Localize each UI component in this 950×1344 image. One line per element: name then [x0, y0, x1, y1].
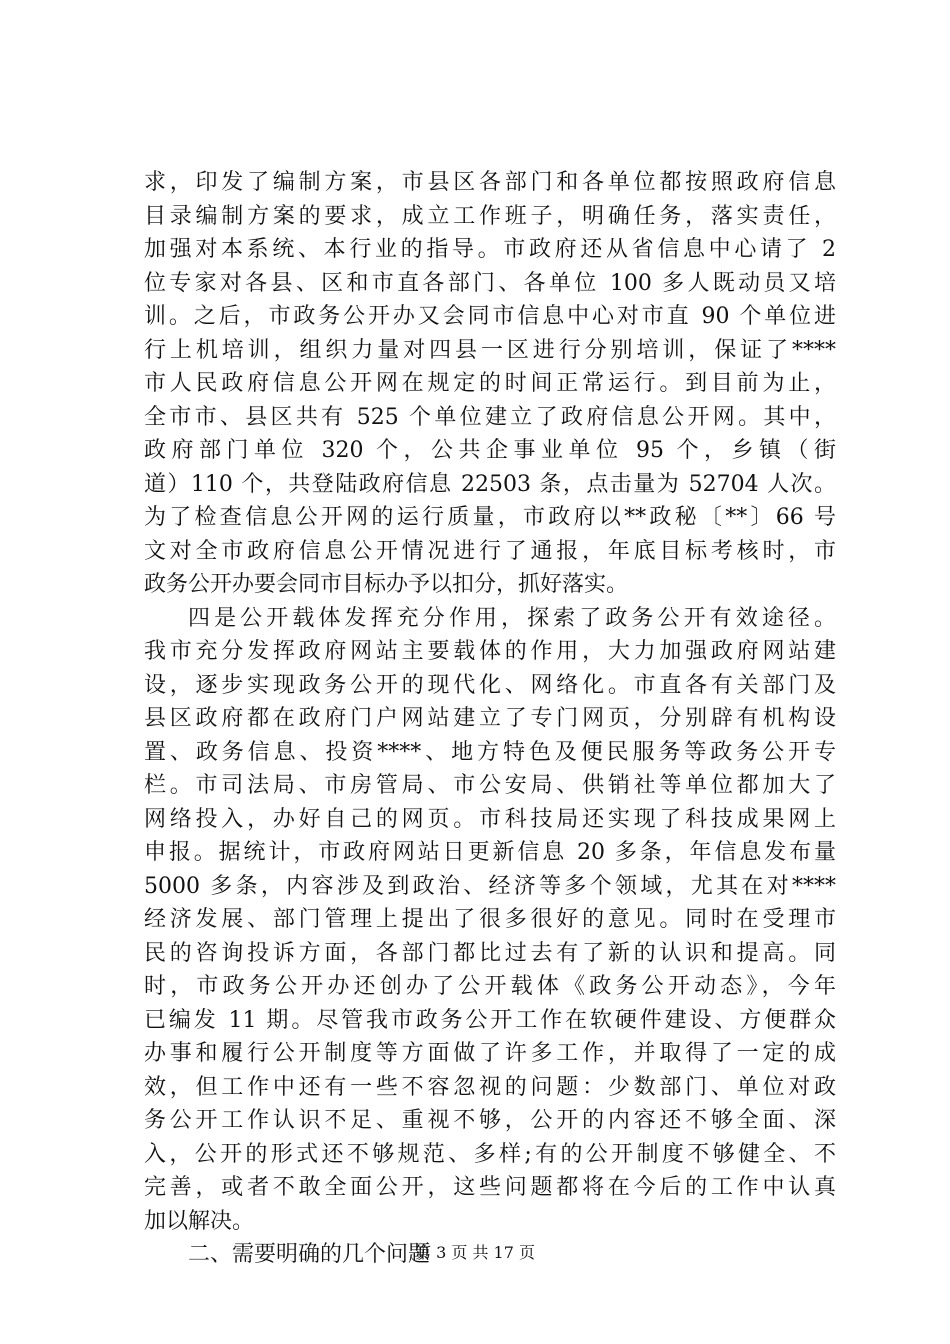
document-body — [144, 166, 836, 1272]
text-line: 位专家对各县、区和市直各部门、各单位 100 多人既动员又培 — [144, 270, 836, 296]
text-line: 民的咨询投诉方面，各部门都比过去有了新的认识和提高。同 — [144, 940, 836, 966]
text-line: 效，但工作中还有一些不容忽视的问题：少数部门、单位对政 — [144, 1074, 836, 1100]
text-line: 加强对本系统、本行业的指导。市政府还从省信息中心请了 2 — [144, 237, 836, 262]
text-line: 设，逐步实现政务公开的现代化、网络化。市直各有关部门及 — [144, 672, 836, 698]
text-line: 置、政务信息、投资****、地方特色及便民服务等政务公开专 — [144, 739, 836, 765]
text-line: 我市充分发挥政府网站主要载体的作用，大力加强政府网站建 — [144, 639, 836, 664]
text-line: 网络投入，办好自己的网页。市科技局还实现了科技成果网上 — [144, 806, 836, 832]
text-line: 政务公开办要会同市目标办予以扣分，抓好落实。 — [144, 572, 629, 597]
text-line: 政府部门单位 320 个，公共企事业单位 95 个，乡镇（街 — [144, 438, 836, 463]
text-line: 市人民政府信息公开网在规定的时间正常运行。到目前为止， — [144, 371, 836, 396]
text-line: 时，市政务公开办还创办了公开载体《政务公开动态》，今年 — [144, 974, 836, 999]
text-line: 行上机培训，组织力量对四县一区进行分别培训，保证了**** — [144, 337, 836, 363]
text-line: 入，公开的形式还不够规范、多样;有的公开制度不够健全、不 — [144, 1141, 836, 1167]
text-line: 经济发展、部门管理上提出了很多很好的意见。同时在受理市 — [144, 907, 836, 932]
text-line: 四是公开载体发挥充分作用，探索了政务公开有效途径。 — [188, 605, 836, 631]
text-line: 务公开工作认识不足、重视不够，公开的内容还不够全面、深 — [144, 1108, 836, 1133]
text-line: 训。之后，市政务公开办又会同市信息中心对市直 90 个单位进 — [144, 304, 836, 329]
page-number: 第 3 页 共 17 页 — [415, 1243, 535, 1262]
text-line: 申报。据统计，市政府网站日更新信息 20 多条，年信息发布量 — [144, 840, 836, 865]
text-line: 完善，或者不敢全面公开，这些问题都将在今后的工作中认真 — [144, 1175, 836, 1200]
text-line: 已编发 11 期。尽管我市政务公开工作在软硬件建设、方便群众 — [144, 1007, 836, 1033]
text-line: 道）110 个，共登陆政府信息 22503 条，点击量为 52704 人次。 — [144, 471, 836, 497]
text-line: 加以解决。 — [144, 1208, 255, 1234]
text-line: 办事和履行公开制度等方面做了许多工作，并取得了一定的成 — [144, 1041, 836, 1066]
text-line: 目录编制方案的要求，成立工作班子，明确任务，落实责任， — [144, 203, 836, 229]
text-line: 求，印发了编制方案，市县区各部门和各单位都按照政府信息 — [144, 170, 836, 195]
text-line: 5000 多条，内容涉及到政治、经济等多个领域，尤其在对**** — [144, 873, 836, 899]
page-footer — [0, 1243, 950, 1263]
text-line: 栏。市司法局、市房管局、市公安局、供销社等单位都加大了 — [144, 773, 836, 798]
text-line: 县区政府都在政府门户网站建立了专门网页，分别辟有机构设 — [144, 706, 836, 731]
text-line: 全市市、县区共有 525 个单位建立了政府信息公开网。其中， — [144, 404, 836, 430]
text-line: 二、需要明确的几个问题 — [188, 1242, 431, 1267]
text-line: 文对全市政府信息公开情况进行了通报，年底目标考核时，市 — [144, 538, 836, 564]
text-line: 为了检查信息公开网的运行质量，市政府以**政秘〔**〕66 号 — [144, 505, 836, 530]
